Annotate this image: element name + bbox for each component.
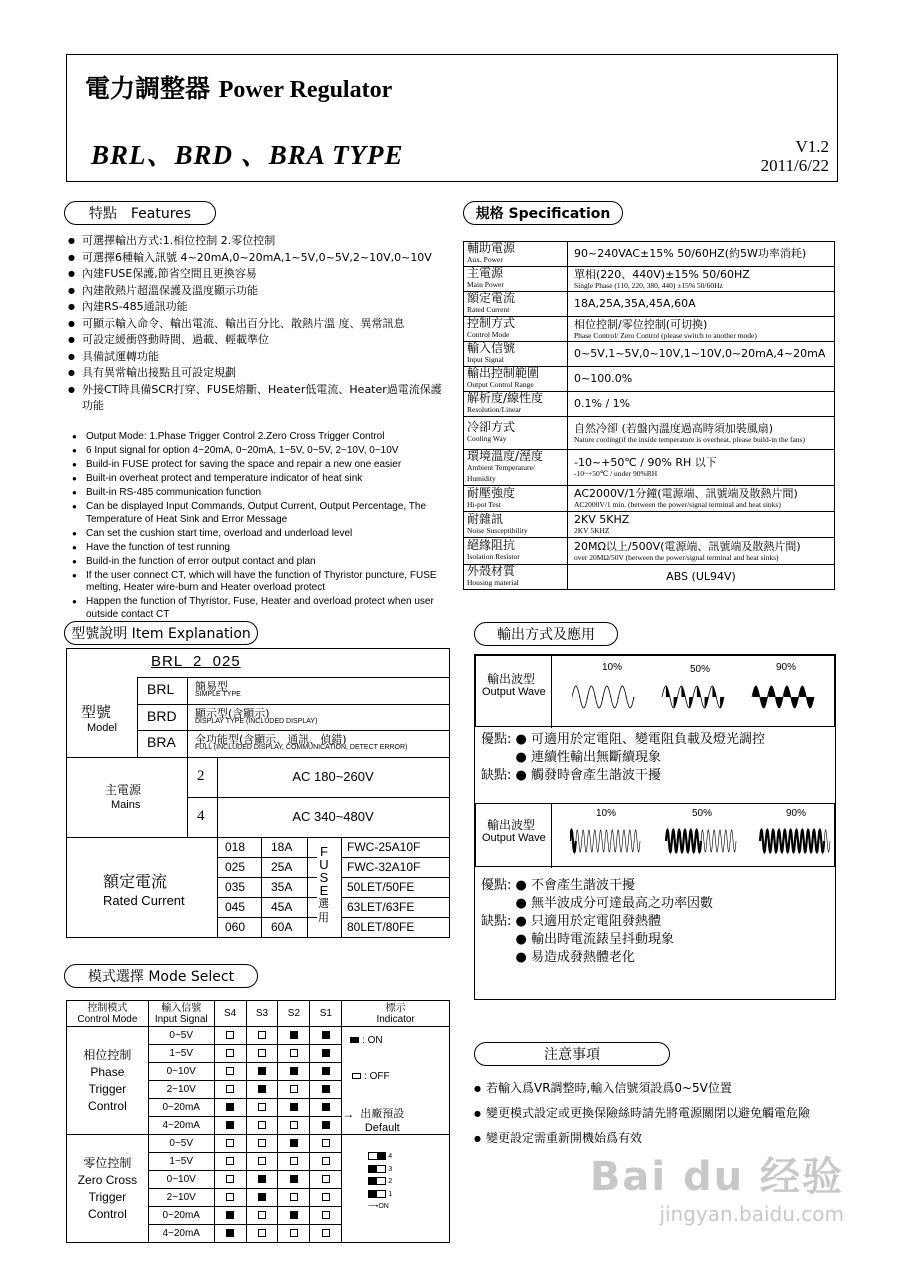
type-list: BRL、BRD 、BRA TYPE: [91, 140, 404, 170]
dip-switch-s3: [258, 1049, 266, 1057]
model-code: BRL 2 025: [151, 653, 241, 670]
mode-row: 4~20mA: [67, 1225, 450, 1243]
dip-switch-s3: [258, 1157, 266, 1165]
spec-row: 控制方式 Control Mode 相位控制/零位控制(可切換) Phase Control/ Zero Control (please switch to another mode): [464, 317, 835, 342]
version-block: V1.2 2011/6/22: [760, 137, 829, 175]
dip-switch-s2: [290, 1121, 298, 1129]
spec-row: 解析度/線性度 Resolution/Linear 0.1% / 1%: [464, 392, 835, 417]
dip-switch-s3: [258, 1067, 266, 1075]
mode-row: 相位控制 Phase Trigger Control 0~5V : ON : OFF → 出廠預設 Default: [67, 1027, 450, 1045]
phase-wave-panel: 輸出波型 Output Wave 10% 50% 90%: [475, 655, 835, 727]
dip-switch-s2: [290, 1031, 298, 1039]
fuse-model: 80LET/80FE: [347, 920, 415, 934]
spec-title: 規格 Specification: [463, 201, 623, 225]
mains-label-en: Mains: [111, 799, 141, 811]
dip-switch-s2: [290, 1211, 298, 1219]
feature-en-item: ● If the user connect CT, which will have the function of Thyristor puncture, FUSE melting, Heater wire-burn and Heater overload protect: [70, 570, 450, 595]
dip-switch-s4: [226, 1085, 234, 1093]
dip-switch-s4: [226, 1157, 234, 1165]
spec-row: 耐壓強度 Hi-pot Test AC2000V/1分鐘(電源端、訊號端及散熱片間) AC2000V/1 min. (between the power/signal terminal and heat sinks): [464, 486, 835, 512]
mode-row: 1~5V: [67, 1153, 450, 1171]
mode-table: 控制模式 Control Mode 輸入信號 Input Signal S4 S3 S2 S1 標示 Indicator 相位控制 Phase Trigger Control 0~5V : ON : OFF → 出廠預設 Default 1~5V 0~10V 2~10V 0~20mA 4~20mA 零位控制 Zero Cross Trigger Control 0~5V 4 3 2 1 ⟶ON 1~5V 0~10V 2~10V 0~20mA 4~20mA: [66, 1000, 450, 1243]
dip-switch-s4: [226, 1193, 234, 1201]
spec-row: 輸出控制範圍 Output Control Range 0~100.0%: [464, 367, 835, 392]
features-en-list: [70, 431, 450, 623]
current-amps: 35A: [271, 880, 293, 894]
phase-fill: [712, 686, 716, 697]
current-code: 045: [225, 900, 246, 914]
note-item: ● 若輸入爲VR調整時,輸入信號須設爲0~5V位置: [474, 1076, 810, 1101]
model-type-code: BRD: [147, 707, 177, 724]
model-type-en: DISPLAY TYPE (INCLUDED DISPLAY): [195, 717, 318, 725]
mains-label-zh: 主電源: [105, 783, 142, 797]
model-label-zh: 型號: [81, 703, 112, 721]
notes-list: [474, 1076, 810, 1151]
dip-switch-s2: [290, 1085, 298, 1093]
feature-zh-item: ● 具備試運轉功能: [66, 349, 446, 366]
dip-switch-s1: [322, 1139, 330, 1147]
phase-fill: [666, 686, 670, 697]
spec-table: [463, 241, 835, 590]
zero-wave-1: [570, 830, 640, 852]
mode-row: 4~20mA: [67, 1117, 450, 1135]
model-type-zh: 顯示型(含顯示): [195, 706, 270, 720]
feature-zh-item: ● 內建FUSE保護,節省空間且更換容易: [66, 266, 446, 283]
spec-row: 輔助電源 Aux. Power 90~240VAC±15% 50/60HZ(約5W功率消耗): [464, 242, 835, 267]
mains-voltage: AC 180~260V: [292, 769, 374, 784]
spec-row: 輸入信號 Input Signal 0~5V,1~5V,0~10V,1~10V,0~20mA,4~20mA: [464, 342, 835, 367]
mode-row: 0~10V: [67, 1171, 450, 1189]
fuse-model: 50LET/50FE: [347, 880, 415, 894]
zero-waveforms: [570, 824, 834, 858]
mode-row: 0~10V: [67, 1063, 450, 1081]
feature-en-item: ● Can set the cushion start time, overload and underload level: [70, 528, 450, 541]
dip-switch-s1: [322, 1049, 330, 1057]
model-type-en: SIMPLE TYPE: [195, 691, 241, 698]
dip-switch-s4: [226, 1139, 234, 1147]
dip-switch-s1: [322, 1175, 330, 1183]
mode-row: 0~20mA: [67, 1099, 450, 1117]
current-label-zh: 額定電流: [103, 872, 168, 891]
dip-switch-s2: [290, 1175, 298, 1183]
note-item: ● 變更模式設定或更換保險絲時請先將電源關閉以避免觸電危險: [474, 1101, 810, 1126]
model-type-zh: 簡易型: [195, 680, 228, 693]
mode-row: 2~10V: [67, 1081, 450, 1099]
phase-fill: [689, 697, 693, 708]
current-label-en: Rated Current: [103, 893, 185, 908]
fuse-option-label: 選用: [318, 897, 329, 924]
current-code: 060: [225, 920, 246, 934]
spec-row: 耐雜訊 Noise Susceptibility 2KV 5KHZ 2KV 5KHZ: [464, 512, 835, 538]
feature-en-item: ● Built-in RS-485 communication function: [70, 487, 450, 500]
model-type-en: FULL (INCLUDED DISPLAY, COMMUNICATION, DETECT ERROR): [195, 744, 408, 751]
dip-switch-s2: [290, 1049, 298, 1057]
dip-switch-s2: [290, 1103, 298, 1111]
model-table: [66, 648, 450, 938]
model-type-zh: 全功能型(含顯示、通訊、偵錯): [195, 733, 347, 746]
model-title: 型號說明 Item Explanation: [64, 621, 258, 645]
feature-en-item: ● Can be displayed Input Commands, Output Current, Output Percentage, The Temperature of Heat Sink and Error Message: [70, 501, 450, 526]
dip-switch-s4: [226, 1121, 234, 1129]
dip-switch-s3: [258, 1193, 266, 1201]
dip-switch-s1: [322, 1085, 330, 1093]
phase-advantages: 優點: ● 可適用於定電阻、變電阻負載及燈光調控 ● 連續性輸出無斷續現象 缺點: ● 觸發時會產生諧波干擾: [481, 732, 766, 783]
feature-en-item: ● Happen the function of Thyristor, Fuse, Heater and overload protect when user outside contact CT: [70, 596, 450, 621]
dip-switch-s2: [290, 1157, 298, 1165]
feature-zh-item: ● 內建RS-485通訊功能: [66, 299, 446, 316]
fuse-model: FWC-25A10F: [347, 840, 421, 854]
fuse-model: FWC-32A10F: [347, 860, 421, 874]
current-code: 035: [225, 880, 246, 894]
zero-fill: [570, 830, 576, 852]
feature-en-item: ● Built-in overheat protect and temperature indicator of heat sink: [70, 473, 450, 486]
spec-row: 額定電流 Rated Current 18A,25A,35A,45A,60A: [464, 292, 835, 317]
spec-row: 主電源 Main Power 單相(220、440V)±15% 50/60HZ Single Phase (110, 220, 380, 440) ±15% 50/60Hz: [464, 267, 835, 292]
feature-en-item: ● Output Mode: 1.Phase Trigger Control 2.Zero Cross Trigger Control: [70, 431, 450, 444]
feature-en-item: ● Build-in FUSE protect for saving the space and repair a new one easier: [70, 459, 450, 472]
header-box: [66, 54, 838, 182]
dip-switch-s3: [258, 1229, 266, 1237]
feature-zh-item: ● 可設定緩衝啓動時間、過載、輕載準位: [66, 332, 446, 349]
current-code: 018: [225, 840, 246, 854]
mode-row: 0~20mA: [67, 1207, 450, 1225]
fuse-model: 63LET/63FE: [347, 900, 415, 914]
dip-switch-s1: [322, 1103, 330, 1111]
spec-row: 絕緣阻抗 Isolation Resistor 20MΩ以上/500V(電源端、訊號端及散熱片間) over 20MΩ/50V (between the power/signal terminal and heat sinks): [464, 538, 835, 565]
phase-fill: [674, 697, 678, 708]
dip-switch-s2: [290, 1139, 298, 1147]
feature-zh-item: ● 外接CT時具備SCR打穿、FUSE熔斷、Heater低電流、Heater過電流保護功能: [66, 382, 446, 415]
dip-switch-s4: [226, 1211, 234, 1219]
dip-switch-s3: [258, 1139, 266, 1147]
zero-advantages: 優點: ● 不會產生諧波干擾 ● 無半波成分可達最高之功率因數 缺點: ● 只適用於定電阻發熱體 ● 輸出時電流錶呈抖動現象 ● 易造成發熱體老化: [481, 878, 714, 965]
mode-row: 零位控制 Zero Cross Trigger Control 0~5V 4 3 2 1 ⟶ON: [67, 1135, 450, 1153]
dip-switch-s1: [322, 1031, 330, 1039]
dip-switch-s1: [322, 1157, 330, 1165]
dip-switch-s4: [226, 1103, 234, 1111]
dip-switch-s2: [290, 1067, 298, 1075]
dip-switch-s2: [290, 1229, 298, 1237]
current-amps: 25A: [271, 860, 293, 874]
mains-voltage: AC 340~480V: [292, 809, 374, 824]
mode-row: 1~5V: [67, 1045, 450, 1063]
phase-fill: [705, 697, 709, 708]
phase-fill: [681, 686, 685, 697]
spec-row: 環境溫度/溼度 Ambient Temperature/ Humidity -10~+50℃ / 90% RH 以下 -10~+50℃ / under 90%RH: [464, 450, 835, 486]
dip-switch-s4: [226, 1229, 234, 1237]
phase-fill: [720, 697, 724, 708]
dip-switch-s4: [226, 1067, 234, 1075]
feature-zh-item: ● 具有異常輸出接點且可設定規劃: [66, 365, 446, 382]
dip-switch-s3: [258, 1085, 266, 1093]
feature-zh-item: ● 可選擇6種輸入訊號 4~20mA,0~20mA,1~5V,0~5V,2~10V,0~10V: [66, 250, 446, 267]
feature-en-item: ● 6 Input signal for option 4~20mA, 0~20mA, 1~5V, 0~5V, 2~10V, 0~10V: [70, 445, 450, 458]
feature-zh-item: ● 內建散熱片超溫保護及溫度顯示功能: [66, 283, 446, 300]
current-amps: 18A: [271, 840, 293, 854]
output-box: [474, 654, 836, 1000]
features-title: 特點 Features: [64, 201, 216, 225]
dip-switch-s3: [258, 1031, 266, 1039]
zero-fill: [666, 830, 701, 852]
spec-row: 冷卻方式 Cooling Way 自然冷卻 (若盤內溫度過高時須加裝風扇) Nature cooling(if the inside temperature is overheat, please build-in the fans): [464, 417, 835, 450]
page-title: 電力調整器 Power Regulator: [85, 74, 393, 103]
phase-waveforms: [572, 680, 832, 714]
fuse-label: FUSE: [319, 844, 329, 898]
dip-switch-s4: [226, 1175, 234, 1183]
feature-en-item: ● Have the function of test running: [70, 542, 450, 555]
dip-switch-s1: [322, 1229, 330, 1237]
mode-row: 2~10V: [67, 1189, 450, 1207]
model-type-code: BRL: [147, 681, 175, 697]
dip-switch-s3: [258, 1103, 266, 1111]
mode-title: 模式選擇 Mode Select: [64, 964, 258, 988]
dip-switch-s1: [322, 1121, 330, 1129]
dip-switch-s1: [322, 1193, 330, 1201]
feature-zh-item: ● 可選擇輸出方式:1.相位控制 2.零位控制: [66, 233, 446, 250]
dip-switch-s4: [226, 1049, 234, 1057]
mains-code: 2: [197, 768, 205, 784]
zero-fill: [760, 830, 824, 852]
feature-zh-item: ● 可顯示輸入命令、輸出電流、輸出百分比、散熱片溫 度、異常訊息: [66, 316, 446, 333]
features-zh-list: [66, 233, 446, 415]
mains-code: 4: [197, 808, 205, 824]
note-item: ● 變更設定需重新開機始爲有效: [474, 1126, 810, 1151]
phase-fill: [697, 686, 701, 697]
dip-switch-s3: [258, 1211, 266, 1219]
current-amps: 45A: [271, 900, 293, 914]
dip-switch-s1: [322, 1211, 330, 1219]
dip-switch-s4: [226, 1031, 234, 1039]
model-type-code: BRA: [147, 734, 176, 750]
feature-en-item: ● Build-in the function of error output contact and plan: [70, 556, 450, 569]
dip-switch-s2: [290, 1193, 298, 1201]
zero-wave-panel: 輸出波型 Output Wave 10% 50% 90%: [475, 803, 835, 867]
current-amps: 60A: [271, 920, 293, 934]
current-code: 025: [225, 860, 246, 874]
notes-title: 注意事項: [474, 1042, 670, 1066]
model-label-en: Model: [87, 722, 117, 734]
dip-switch-s3: [258, 1175, 266, 1183]
watermark: Bai du 经验 jingyan.baidu.com: [589, 1154, 844, 1226]
dip-switch-s1: [322, 1067, 330, 1075]
spec-row: 外殼材質 Housing material ABS (UL94V): [464, 565, 835, 590]
output-title: 輸出方式及應用: [474, 622, 618, 646]
dip-switch-s3: [258, 1121, 266, 1129]
